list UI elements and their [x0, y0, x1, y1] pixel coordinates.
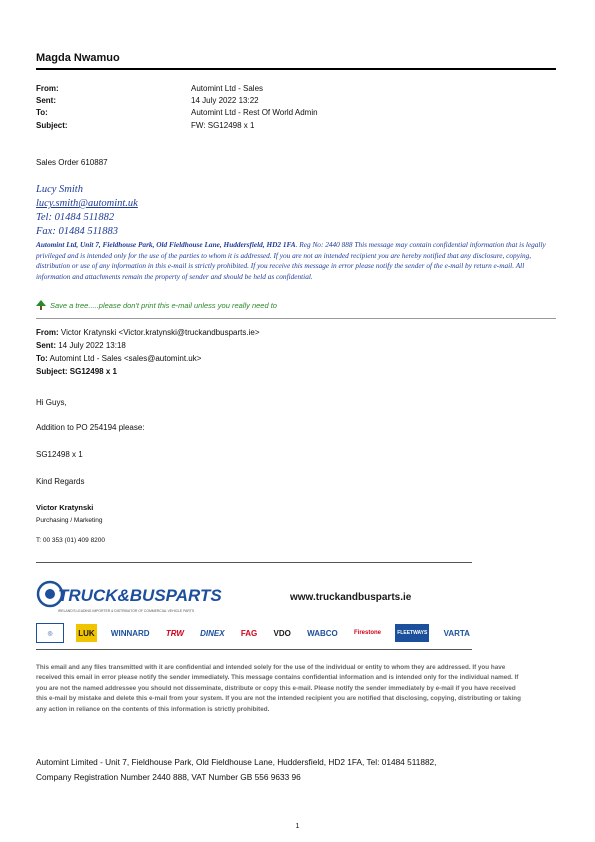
sent-label: Sent:: [36, 96, 56, 105]
from-label: From:: [36, 84, 59, 93]
forward-to-label: To:: [36, 354, 48, 363]
forward-from-label: From:: [36, 328, 59, 337]
footer-line-2: Company Registration Number 2440 888, VAT Number GB 556 9633 96: [36, 772, 301, 782]
tree-note: [36, 300, 277, 310]
to-label: To:: [36, 108, 48, 117]
brand-dinex: DINEX: [200, 628, 225, 638]
message-line-1: Addition to PO 254194 please:: [36, 423, 145, 432]
brand-fleetways: FLEETWAYS: [395, 624, 429, 642]
message-closing: Kind Regards: [36, 477, 85, 486]
sender-name: Magda Nwamuo: [36, 52, 120, 64]
forward-divider: [36, 318, 556, 319]
signature-tel: Tel: 01484 511882: [36, 212, 115, 223]
brand-luk: LUK: [76, 624, 96, 642]
signature-email-link[interactable]: lucy.smith@automint.uk: [36, 198, 138, 209]
from-value: Automint Ltd - Sales: [191, 84, 264, 93]
subject-label: Subject:: [36, 121, 68, 130]
legal-company: Automint Ltd, Unit 7, Fieldhouse Park, Old Fieldhouse Lane, Huddersfield, HD2 1FA: [36, 240, 296, 249]
brand-vdo: VDO: [273, 628, 291, 638]
message-sender-role: Purchasing / Marketing: [36, 517, 103, 524]
legal-notice: [36, 240, 558, 282]
forward-to-value: Automint Ltd - Sales <sales@automint.uk>: [49, 354, 202, 363]
signature-fax: Fax: 01484 511883: [36, 226, 119, 237]
brand-trw: TRW: [165, 628, 184, 638]
forward-sent-row: [36, 341, 126, 350]
forward-sent-label: Sent:: [36, 341, 56, 350]
forward-sent-value: 14 July 2022 13:18: [58, 341, 126, 350]
email-disclaimer: This email and any files transmitted with it are confidential and intended solely for the use of the individual or entity to whom they are addressed. If you have received this email in error please notify the sender immediately. This message contains confidential information and is intended only for the individual named. If you are not the named addressee you should not disseminate, distribute or copy this e-mail. Please notify the sender immediately by e-mail if you have received this e-mail by mistake and delete this e-mail from your system. If you are not the intended recipient you are notified that disclosing, copying, distributing or taking any action in reliance on the contents of this information is strictly prohibited.: [36, 664, 521, 713]
banner-bottom-rule: [36, 649, 472, 650]
brand-logos-row: [36, 622, 472, 644]
message-sender-name: Victor Kratynski: [36, 503, 94, 512]
to-value: Automint Ltd - Rest Of World Admin: [191, 108, 318, 117]
forward-from-row: [36, 328, 259, 337]
tree-note-text: Save a tree.....please don't print this e-mail unless you really need to: [50, 300, 277, 310]
banner-top-rule: [36, 562, 472, 563]
signature-name: Lucy Smith: [36, 184, 83, 195]
banner-logo-text: TRUCK&BUSPARTS: [58, 586, 222, 605]
banner-url[interactable]: www.truckandbusparts.ie: [290, 592, 412, 603]
forward-subject-value: SG12498 x 1: [69, 367, 117, 376]
page-number: 1: [295, 823, 300, 830]
company-footer: [36, 755, 556, 785]
brand-badge-icon: ◎: [36, 623, 64, 643]
brand-winnard: WINNARD: [110, 628, 150, 638]
brand-fag: FAG: [240, 628, 258, 638]
truck-and-bus-parts-banner: [36, 572, 472, 618]
message-sender-phone: T: 00 353 (01) 409 8200: [36, 537, 106, 544]
brand-firestone: Firestone: [354, 630, 382, 636]
message-line-2: SG12498 x 1: [36, 450, 83, 459]
message-greeting: Hi Guys,: [36, 398, 67, 407]
legal-text: . Reg No: 2440 888 This message may contain confidential information that is legally privileged and is intended only for the use of the parties to whom it is addressed. If you are not an intended recipient you are hereby notified that any disclosure, copying, distribution or use of any information in this e-mail is strictly prohibited. If you receive this message in error please notify the sender of the e-mail by return e-mail. All information and attachments remain the property of sender and should be held as confidential.: [36, 240, 546, 281]
footer-line-1: Automint Limited - Unit 7, Fieldhouse Park, Old Fieldhouse Lane, Huddersfield, HD2 1FA, Tel: 01484 511882,: [36, 757, 437, 767]
sales-order: Sales Order 610887: [36, 158, 108, 167]
banner-tagline: IRELAND'S LEADING IMPORTER & DISTRIBUTOR OF COMMERCIAL VEHICLE PARTS: [58, 609, 195, 613]
subject-value: FW: SG12498 x 1: [191, 121, 255, 130]
forward-to-row: [36, 354, 201, 363]
forward-subject-label: Subject:: [36, 367, 68, 376]
forward-from-value: Victor Kratynski <Victor.kratynski@truckandbusparts.ie>: [60, 328, 260, 337]
forward-subject-row: [36, 367, 117, 376]
brand-wabco: WABCO: [307, 628, 338, 638]
header-rule: [36, 68, 556, 70]
tree-icon: [36, 300, 46, 310]
brand-varta: VARTA: [443, 628, 470, 638]
sent-value: 14 July 2022 13:22: [191, 96, 259, 105]
